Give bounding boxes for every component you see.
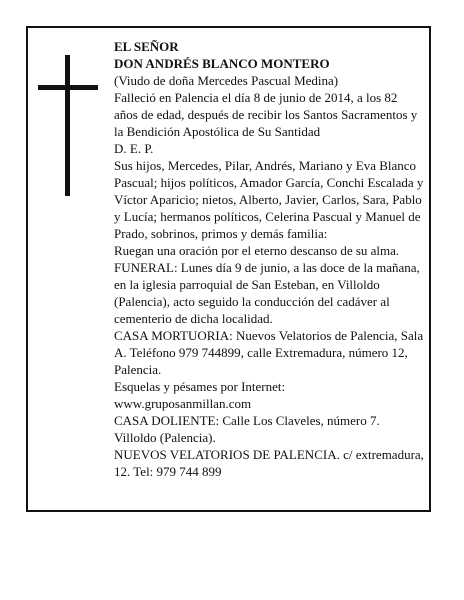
family-list: Sus hijos, Mercedes, Pilar, Andrés, Mariano y Eva Blanco Pascual; hijos políticos, Amador García, Conchi Escalada y Víctor Aparicio; nietos, Alberto, Javier, Carlos, Sara, Pablo y Lucía; hermanos políticos, Celerina Pascual y Manuel de Prado, sobrinos, primos y demás familia: [114,158,424,241]
deceased-name: DON ANDRÉS BLANCO MONTERO [114,56,330,71]
death-announcement: Falleció en Palencia el día 8 de junio de 2014, a los 82 años de edad, después de recibir los Santos Sacramentos y la Bendición Apostólica de Su Santidad [114,90,418,139]
funeral-info: FUNERAL: Lunes día 9 de junio, a las doce de la mañana, en la iglesia parroquial de San Esteban, en Villoldo (Palencia), acto seguido la conducción del cadáver al cementerio de dicha localidad. [114,260,420,326]
casa-mortuoria: CASA MORTUORIA: Nuevos Velatorios de Palencia, Sala A. Teléfono 979 744899, calle Extremadura, número 12, Palencia. [114,328,424,377]
cross-icon [65,55,70,196]
honorific: EL SEÑOR [114,39,179,54]
obituary-text [114,38,424,480]
rip-text: D. E. P. [114,141,154,156]
casa-doliente: CASA DOLIENTE: Calle Los Claveles, número 7. Villoldo (Palencia). [114,413,380,445]
funeral-home: NUEVOS VELATORIOS DE PALENCIA. c/ extremadura, 12. Tel: 979 744 899 [114,447,424,479]
website-link[interactable]: www.gruposanmillan.com [114,396,252,411]
widower-note: (Viudo de doña Mercedes Pascual Medina) [114,73,339,88]
prayer-request: Ruegan una oración por el eterno descanso de su alma. [114,243,400,258]
internet-label: Esquelas y pésames por Internet: [114,379,286,394]
cross-icon-bar [38,85,98,90]
